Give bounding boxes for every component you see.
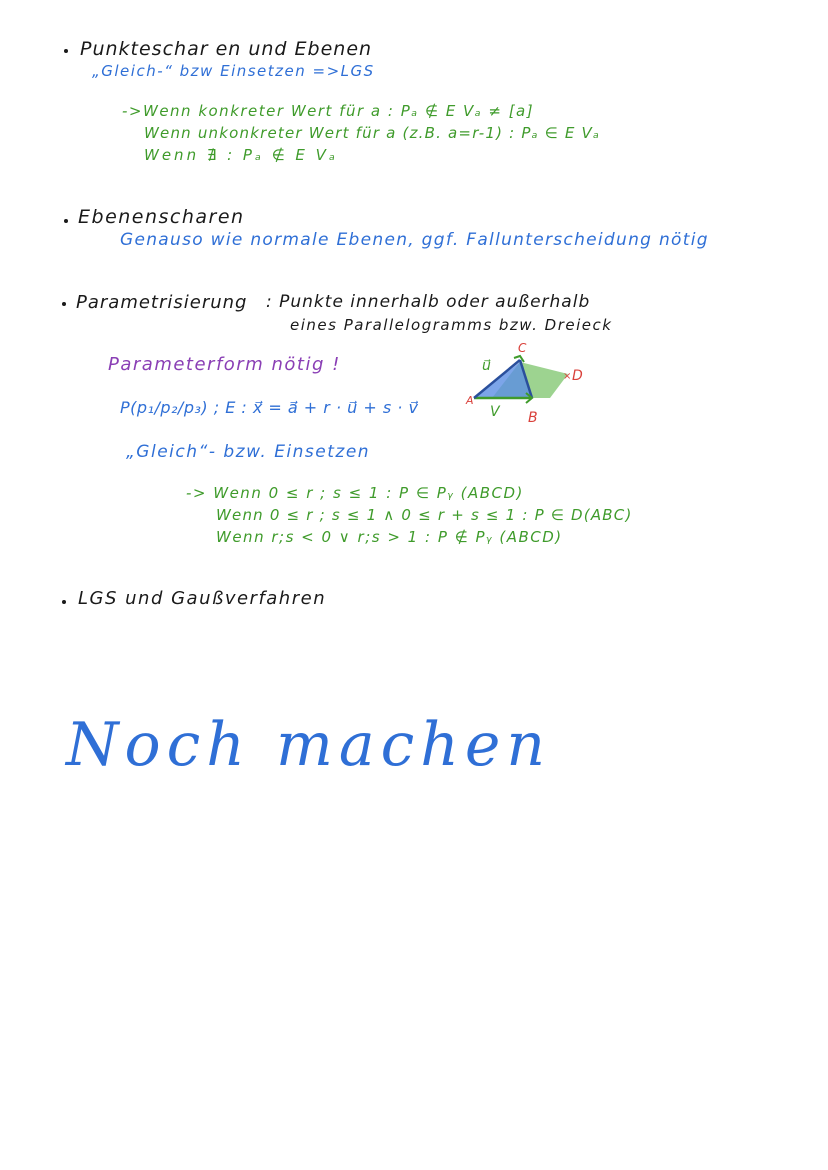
section4-heading: LGS und Gaußverfahren xyxy=(78,588,327,609)
section3-note: Parameterform nötig ! xyxy=(108,354,341,375)
label-point-c: C xyxy=(518,341,527,355)
section1-case-1: ->Wenn konkreter Wert für a : Pₐ ∉ E Vₐ ≠ [a] xyxy=(122,102,535,120)
section3-description-line-2: eines Parallelogramms bzw. Dreieck xyxy=(290,316,613,334)
section3-heading: Parametrisierung xyxy=(76,292,248,313)
marker-point-d: × xyxy=(563,371,572,382)
section2-subline: Genauso wie normale Ebenen, ggf. Fallunterscheidung nötig xyxy=(120,230,709,250)
label-vector-v: V xyxy=(490,404,500,420)
bullet-section-2 xyxy=(64,219,68,223)
bullet-section-4 xyxy=(62,600,66,604)
section1-heading: Punkteschar en und Ebenen xyxy=(80,38,373,60)
section3-description-line-1: : Punkte innerhalb oder außerhalb xyxy=(266,292,591,312)
bullet-section-1 xyxy=(64,49,68,53)
section3-equation: P(p₁/p₂/p₃) ; E : x⃗ = a⃗ + r · u⃗ + s · v⃗ xyxy=(120,398,419,417)
bullet-section-3 xyxy=(62,302,66,306)
section4-big-note: Noch machen xyxy=(66,710,552,780)
label-point-a: A xyxy=(466,394,474,407)
section3-case-2: Wenn 0 ≤ r ; s ≤ 1 ∧ 0 ≤ r + s ≤ 1 : P ∈ D(ABC) xyxy=(216,506,633,524)
section1-subline: „Gleich-“ bzw Einsetzen =>LGS xyxy=(92,62,375,80)
label-point-b: B xyxy=(528,410,538,426)
section3-case-1: -> Wenn 0 ≤ r ; s ≤ 1 : P ∈ Pᵧ (ABCD) xyxy=(186,484,524,502)
label-point-d: D xyxy=(572,368,583,384)
section2-heading: Ebenenscharen xyxy=(78,206,245,228)
parallelogram-sketch xyxy=(460,340,610,430)
label-vector-u: u⃗ xyxy=(482,358,491,374)
section3-case-3: Wenn r;s < 0 ∨ r;s > 1 : P ∉ Pᵧ (ABCD) xyxy=(216,528,563,546)
section3-einsetzen: „Gleich“- bzw. Einsetzen xyxy=(126,442,371,462)
section1-case-2: Wenn unkonkreter Wert für a (z.B. a=r-1) : Pₐ ∈ E Vₐ xyxy=(144,124,601,142)
section1-case-3: Wenn ∄ : Pₐ ∉ E Vₐ xyxy=(144,146,338,164)
